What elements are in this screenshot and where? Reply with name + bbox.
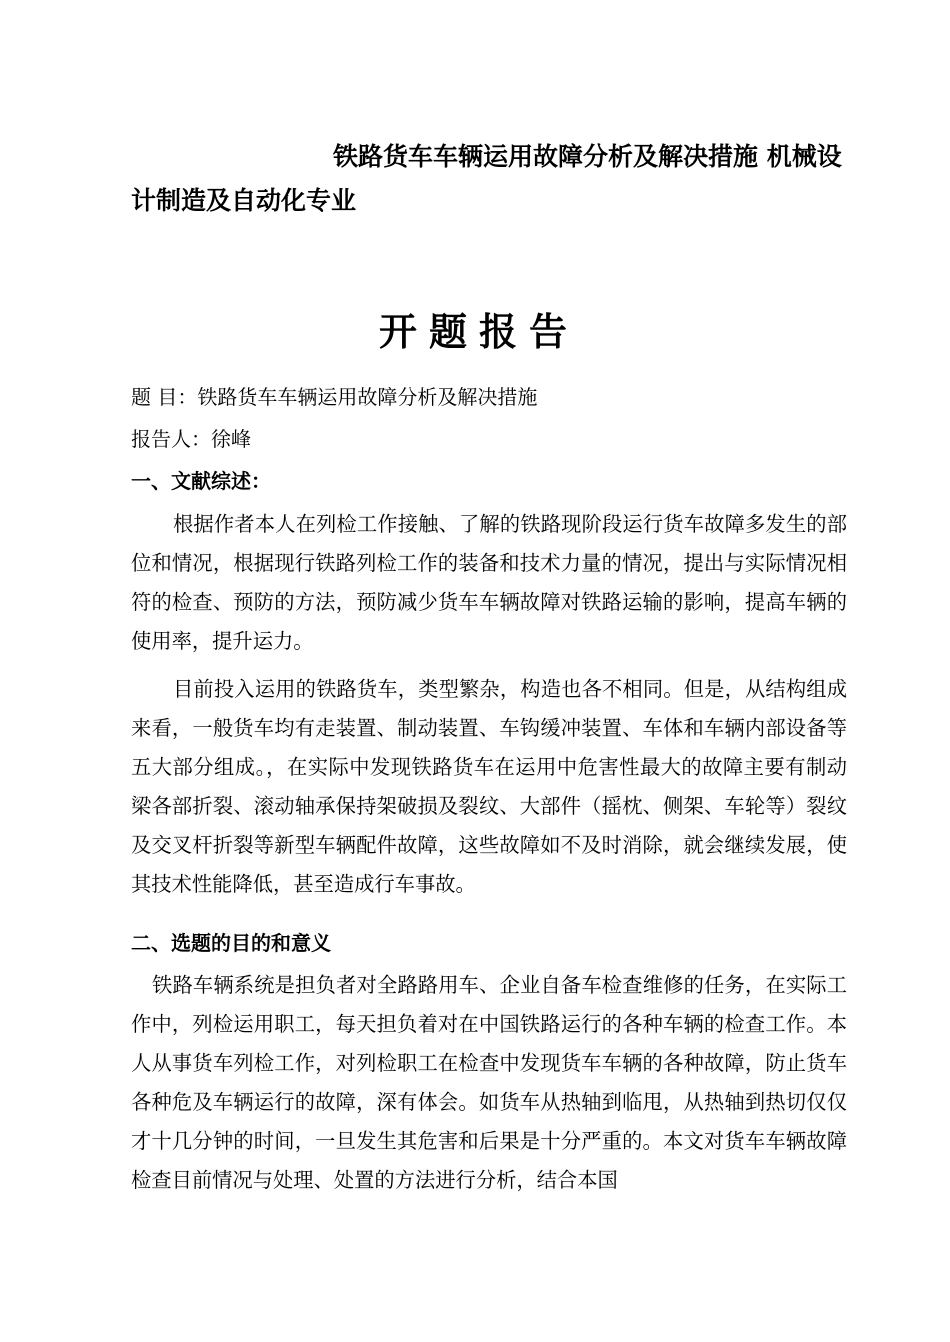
report-title: 开题报告 (378, 309, 579, 354)
section-heading-purpose: 二、选题的目的和意义 (131, 931, 331, 955)
paragraph: 根据作者本人在列检工作接触、了解的铁路现阶段运行货车故障多发生的部位和情况，根据现行铁路列检工作的装备和技术力量的情况，提出与实际情况相符的检查、预防的方法，预防减少货车车辆故障对铁路运输的影响，提高车辆的使用率，提升运力。 (131, 512, 847, 653)
paragraph: 目前投入运用的铁路货车，类型繁杂，构造也各不相同。但是，从结构组成来看，一般货车均有走装置、制动装置、车钩缓冲装置、车体和车辆内部设备等五大部分组成。，在实际中发现铁路货车在运用中危害性最大的故障主要有制动梁各部折裂、滚动轴承保持架破损及裂纹、大部件（摇枕、侧架、车轮等）裂纹及交叉杆折裂等新型车辆配件故障，这些故障如不及时消除，就会继续发展，使其技术性能降低，甚至造成行车事故。 (131, 677, 847, 896)
paragraph: 铁路车辆系统是担负者对全路路用车、企业自备车检查维修的任务，在实际工作中，列检运用职工，每天担负着对在中国铁路运行的各种车辆的检查工作。本人从事货车列检工作，对列检职工在检查中发现货车车辆的各种故障，防止货车各种危及车辆运行的故障，深有体会。如货车从热轴到临甩，从热轴到热切仅仅才十几分钟的时间，一旦发生其危害和后果是十分严重的。本文对货车车辆故障检查目前情况与处理、处置的方法进行分析，结合本国 (131, 973, 847, 1192)
subject-line: 题 目：铁路货车车辆运用故障分析及解决措施 (131, 385, 538, 409)
reporter-line: 报告人：徐峰 (131, 427, 251, 451)
section-heading-literature-review: 一、文献综述： (131, 469, 271, 493)
document-heading: 铁路货车车辆运用故障分析及解决措施 机械设计制造及自动化专业 (131, 142, 842, 215)
